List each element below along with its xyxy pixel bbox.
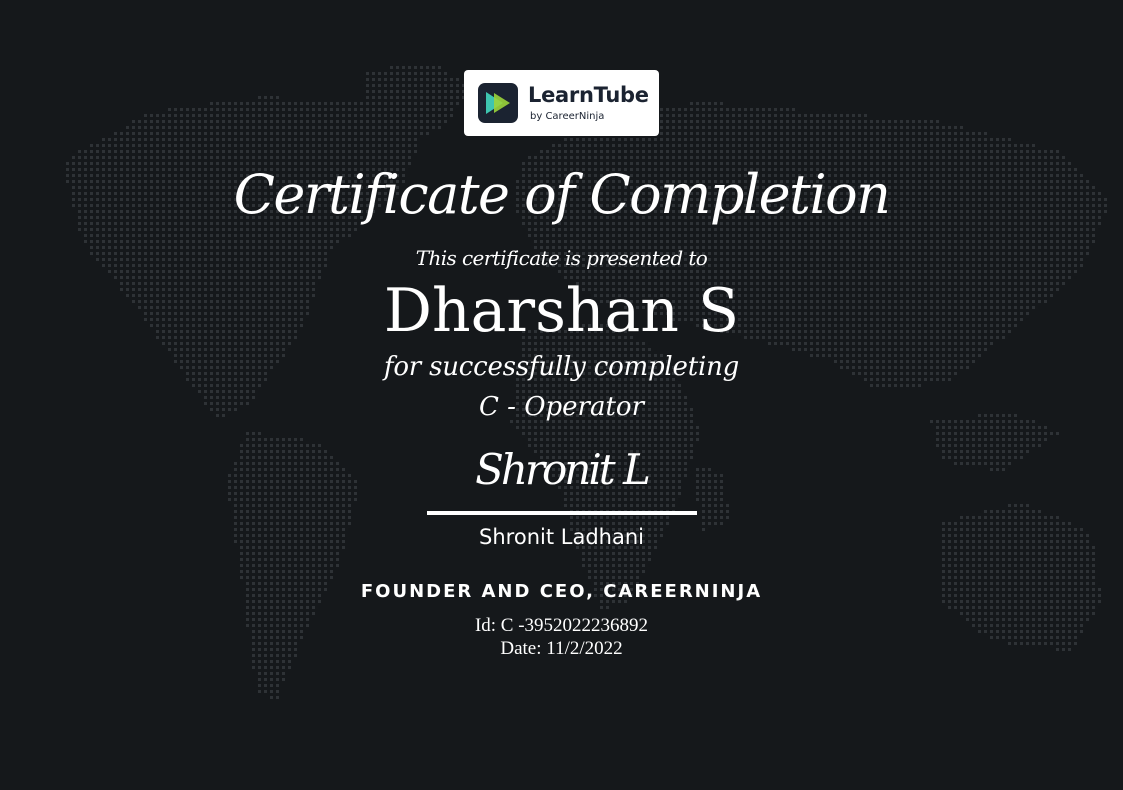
certificate-id: Id: C -3952022236892 (474, 615, 649, 636)
presented-text: This certificate is presented to (415, 246, 708, 270)
signatory-name: Shronit Ladhani (479, 525, 644, 549)
logo-subtitle: by CareerNinja (530, 111, 605, 122)
play-logo-icon (478, 83, 518, 123)
learntube-logo (464, 70, 659, 136)
signature: Shronit L (475, 445, 648, 494)
completion-text: for successfully completing (383, 352, 740, 382)
recipient-name: Dharshan S (383, 276, 740, 346)
course-name: C - Operator (478, 392, 644, 422)
signatory-title: FOUNDER AND CEO, CAREERNINJA (360, 581, 763, 602)
certificate-heading: Certificate of Completion (233, 163, 890, 226)
certificate-date: Date: 11/2/2022 (500, 638, 623, 659)
logo-title: LearnTube (528, 83, 649, 107)
signature-line (427, 511, 697, 515)
